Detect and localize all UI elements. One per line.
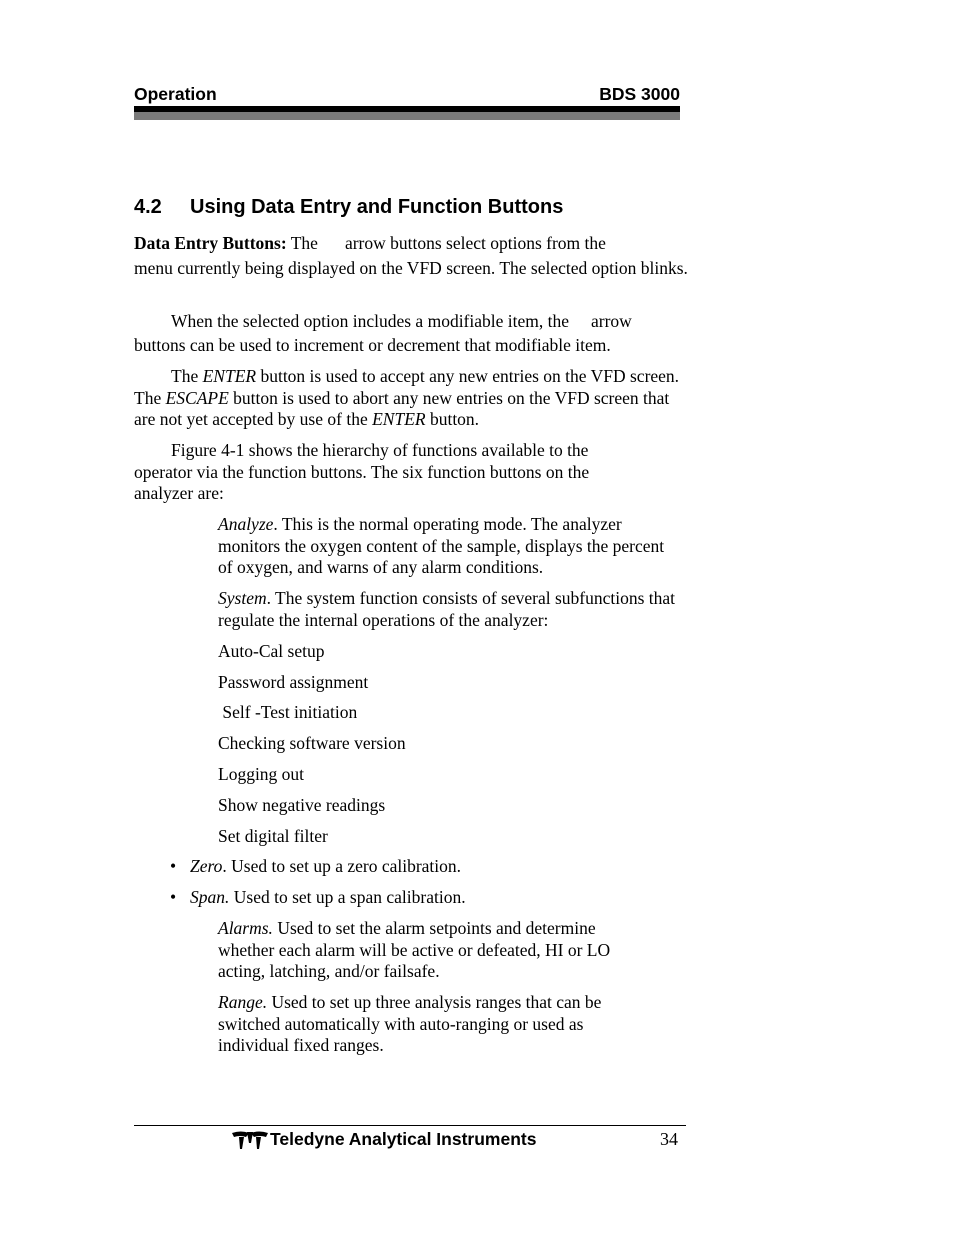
function-system: System. The system function consists of several subfunctions that regulate the internal operations of the analyzer: [218,588,676,630]
function-term: System [218,588,267,608]
function-term: Span. [190,887,230,907]
section-number: 4.2 [134,196,162,218]
section-heading [134,196,563,219]
subfunction-item: Show negative readings [218,795,386,815]
function-term: Analyze [218,514,274,534]
function-term: Range. [218,992,268,1012]
paragraph-enter-escape: The ENTER button is used to accept any new entries on the VFD screen. The ESCAPE button is used to abort any new entries on the VFD screen that are not yet accepted by use of the ENTER button. [134,366,680,429]
subfunction-item: Self -Test initiation [218,702,358,722]
header-section-label: Operation [134,84,217,104]
header-product-label: BDS 3000 [599,84,680,104]
function-term: Zero [190,856,223,876]
subfunction-item: Set digital filter [218,826,328,846]
paragraph-figure-ref: Figure 4-1 shows the hierarchy of functions available to the operator via the function buttons. The six function buttons on the analyzer are: [134,440,590,503]
page-number: 34 [660,1129,678,1149]
footer-rule [134,1125,686,1126]
function-term: Alarms. [218,918,273,938]
enter-term: ENTER [372,409,426,429]
subfunction-item: Password assignment [218,672,369,692]
lead-term: Data Entry Buttons: [134,233,287,253]
function-analyze: Analyze. This is the normal operating mode. The analyzer monitors the oxygen content of the sample, displays the percent of oxygen, and warns of any alarm conditions. [218,514,665,577]
bullet-icon: • [170,856,177,876]
enter-term: ENTER [202,366,257,386]
escape-term: ESCAPE [165,387,229,408]
function-range: Range. Used to set up three analysis ranges that can be switched automatically with auto-ranging or used as individual fixed ranges. [218,992,602,1055]
section-title: Using Data Entry and Function Buttons [190,196,564,218]
footer-company-name: Teledyne Analytical Instruments [270,1129,537,1149]
subfunction-item: Checking software version [218,733,406,753]
teledyne-logo-icon [232,1130,268,1150]
subfunction-item: Auto-Cal setup [218,641,325,661]
paragraph-data-entry: Data Entry Buttons: The arrow buttons select options from the [134,233,606,253]
header-rule-shadow [134,112,680,120]
bullet-item-span: • Span. Used to set up a span calibration. [170,887,466,907]
paragraph-modifiable-cont: buttons can be used to increment or decrement that modifiable item. [134,335,611,355]
bullet-icon: • [170,887,177,907]
bullet-item-zero: • Zero. Used to set up a zero calibration. [170,856,462,876]
paragraph-modifiable: When the selected option includes a modifiable item, the arrow [171,311,632,331]
subfunction-item: Logging out [218,764,305,784]
function-alarms: Alarms. Used to set the alarm setpoints and determine whether each alarm will be active or defeated, HI or LO acting, latching, and/or failsafe. [218,918,611,981]
paragraph-data-entry-cont: menu currently being displayed on the VFD screen. The selected option blinks. [134,258,688,278]
